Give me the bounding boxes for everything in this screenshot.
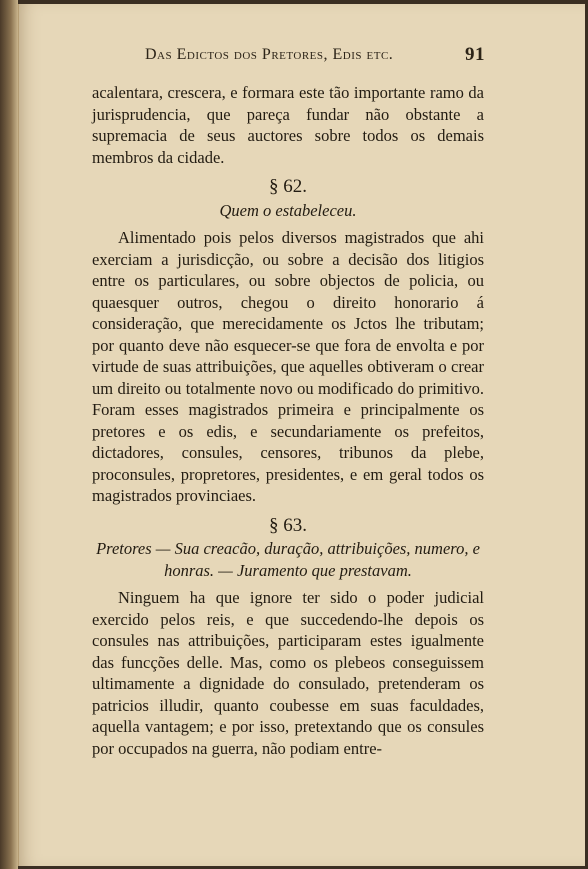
running-head: Das Edictos dos Pretores, Edis etc. [145,46,394,63]
section-62-title: Quem o estabeleceu. [219,200,357,220]
book-binding-edge [0,0,18,869]
intro-paragraph: acalentara, crescera, e formara este tão importante ramo da jurisprudencia, que pareça fundar não obstante a supremacia de seus auctores sobre todos os demais membros da cidade. [92,83,484,167]
section-63-paragraph: Ninguem ha que ignore ter sido o poder judicial exercido pelos reis, e que succedendo-lhe depois os consules nas attribuições, participaram estes igualmente das funcções delle. Mas, como os plebeos conseguissem ultimamente a dignidade do consulado, pretenderam os patricios illudir, quanto coubesse em suas faculdades, aquella vantagem; e por isso, pretextando que os consules por occupados na guerra, não podiam entre- [92,588,484,758]
section-62-number: § 62. [269,176,307,197]
section-63-number: § 63. [269,514,307,536]
page-header [145,46,485,70]
page-number: 91 [465,44,485,65]
page-body [92,82,484,759]
section-63-title: Pretores — Sua creacão, duração, attribuições, numero, e honras. — Juramento que prestavam. [96,539,480,580]
section-62-paragraph: Alimentado pois pelos diversos magistrados que ahi exerciam a jurisdicção, ou sobre a decisão dos litigios entre os particulares, ou sobre objectos de policia, ou quaesquer outros, chegou o direito honorario á consideração, que merecidamente os Jctos lhe tributam; por quanto deve não esquecer-se que fora de envolta e por virtude de suas attribuições, que aquelles obtiveram o crear um direito ou totalmente novo ou modificado do primitivo. Foram esses magistrados primeira e principalmente os pretores e os edis, e secundariamente os prefeitos, dictadores, consules, censores, tribunos da plebe, proconsules, propretores, presidentes, e em geral todos os magistrados provinciaes. [92,228,484,505]
